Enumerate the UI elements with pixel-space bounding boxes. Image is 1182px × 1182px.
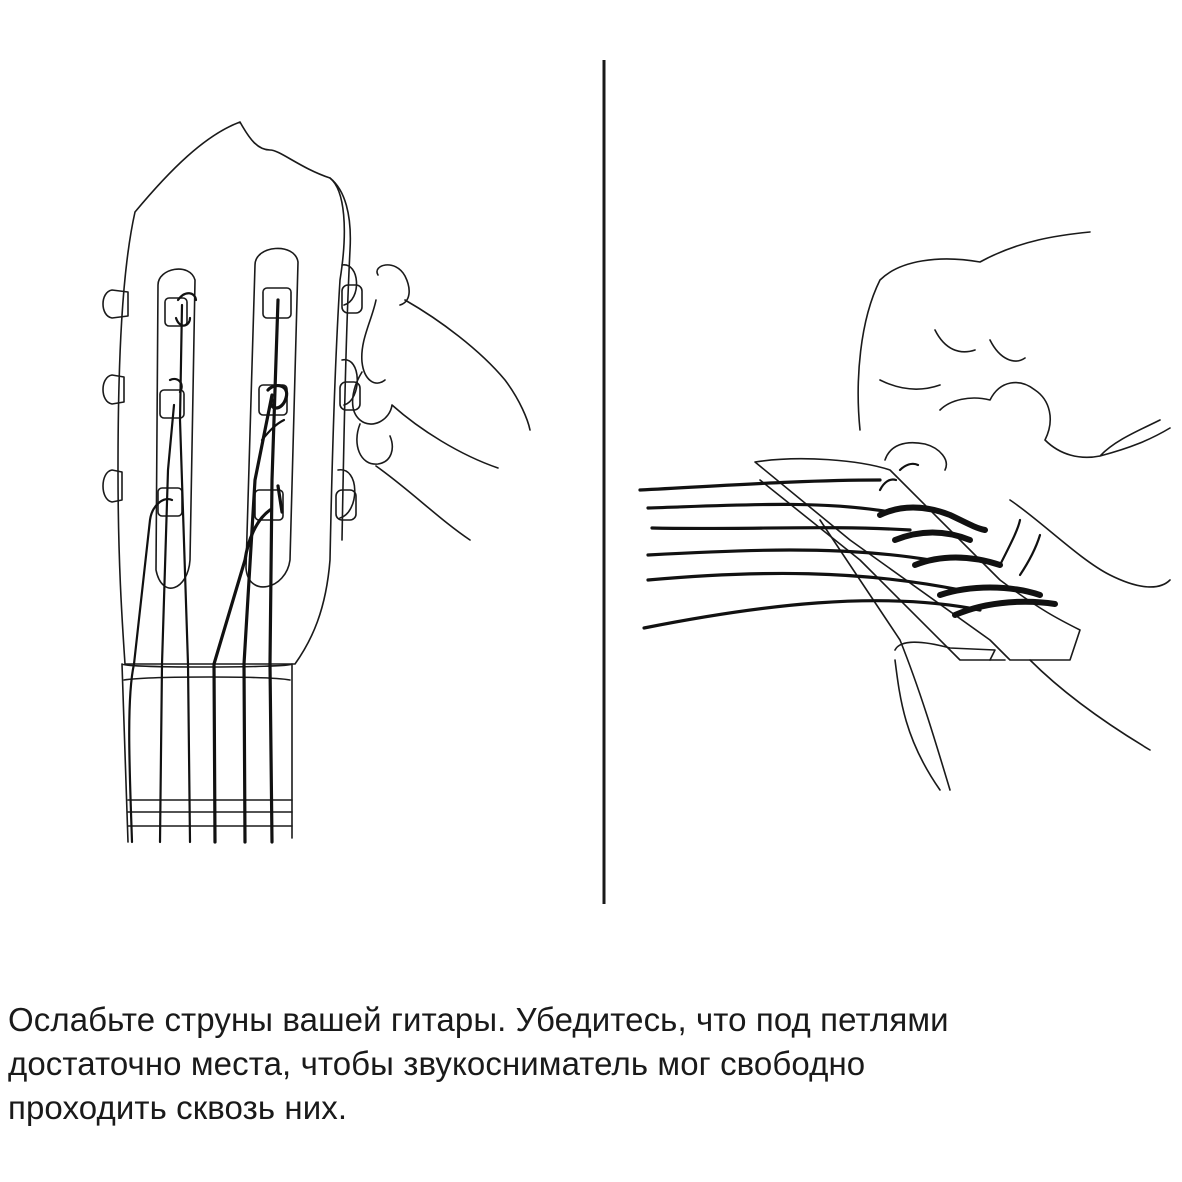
tuner-keys-right: [336, 265, 362, 520]
caption-line-1: Ослабьте струны вашей гитары. Убедитесь, что под петлями: [8, 1001, 949, 1038]
headstock-figure: [103, 122, 530, 842]
fretboard: [122, 664, 292, 842]
hand-on-tuner: [353, 265, 530, 540]
headstock-outline: [118, 122, 344, 664]
tuner-keys-left: [103, 290, 128, 502]
caption-line-2: достаточно места, чтобы звукосниматель мог свободно: [8, 1045, 866, 1082]
tie-block-figure: [640, 232, 1170, 790]
instruction-caption: [8, 998, 1168, 1130]
headstock-strings: [129, 293, 286, 842]
left-slot: [156, 269, 195, 588]
bridge-strings: [640, 480, 980, 628]
headstock-side: [330, 178, 350, 540]
roller: [165, 298, 187, 326]
caption-line-3: проходить сквозь них.: [8, 1089, 348, 1126]
